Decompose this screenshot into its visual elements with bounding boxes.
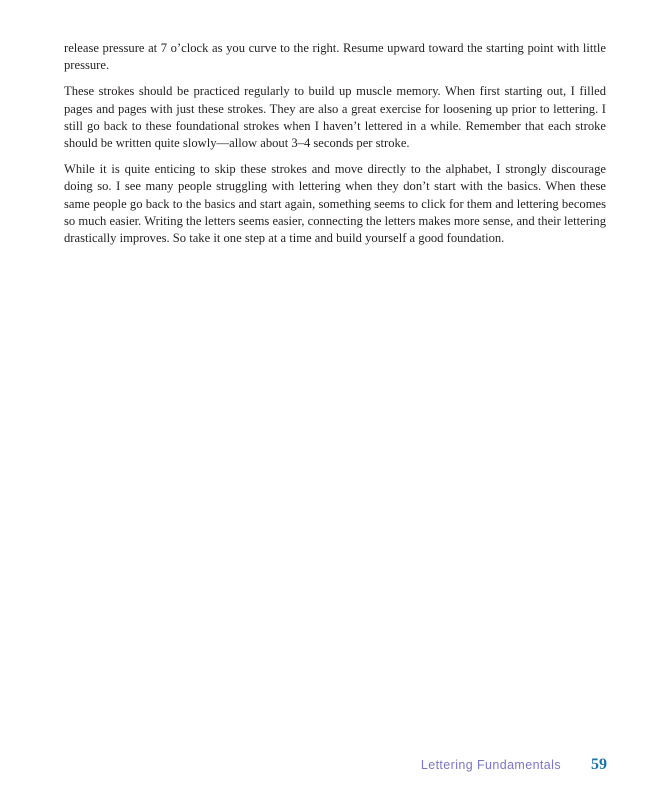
paragraph-basics: While it is quite enticing to skip these strokes and move directly to the alphabet, I strongly discourage doing so. I see many people struggling with lettering when they don’t start with the basics. When these same people go back to the basics and start again, something seems to click for them and lettering becomes so much easier. Writing the letters seems easier, connecting the letters makes more sense, and their lettering drastically improves. So take it one step at a time and build yourself a good foundation. (64, 162, 606, 246)
page-footer (421, 756, 607, 774)
running-head: Lettering Fundamentals (420, 758, 561, 772)
paragraph-continuation: release pressure at 7 o’clock as you curve to the right. Resume upward toward the starting point with little pressure. (64, 41, 606, 73)
page-number: 59 (591, 756, 607, 773)
paragraph-practice: These strokes should be practiced regularly to build up muscle memory. When first starting out, I filled pages and pages with just these strokes. They are also a great exercise for loosening up prior to lettering. I still go back to these foundational strokes when I haven’t lettered in a while. Remember that each stroke should be written quite slowly—allow about 3–4 seconds per stroke. (64, 84, 606, 151)
body-text (64, 40, 606, 256)
